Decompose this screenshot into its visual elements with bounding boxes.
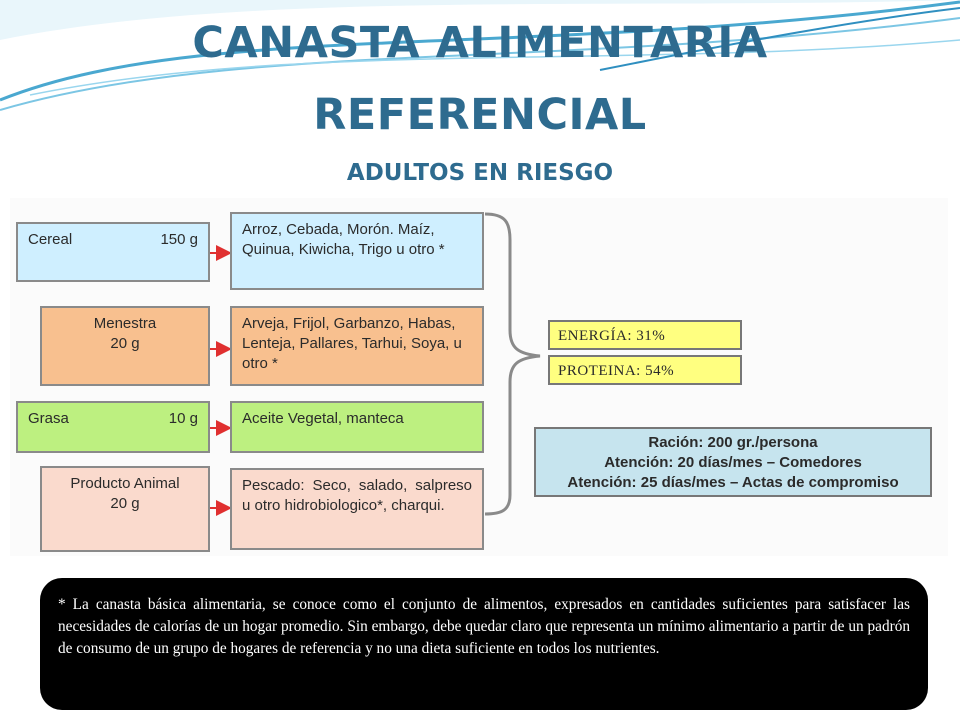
- proteina-label: PROTEINA: 54%: [558, 363, 675, 379]
- foods-text: Arveja, Frijol, Garbanzo, Habas, Lenteja, Pallares, Tarhui, Soya, u otro *: [242, 315, 462, 372]
- group-amount: 20 g: [110, 335, 140, 352]
- ration-line: Ración: 200 gr./persona: [648, 434, 818, 451]
- proteina-box: [548, 355, 742, 385]
- energia-label: ENERGÍA: 31%: [558, 328, 666, 344]
- foods-box-producto-animal: [230, 468, 484, 550]
- footnote-box: [40, 578, 928, 710]
- group-amount: 20 g: [110, 495, 140, 512]
- footnote-text: * La canasta básica alimentaria, se conoce como el conjunto de alimentos, expresados en cantidades suficientes para satisfacer las necesidades de calorías de un hogar promedio. Sin embargo, debe quedar claro que representa un mínimo alimentario a partir de un padrón de consumo de un grupo de hogares de referencia y no una dieta suficiente en todos los nutrientes.: [58, 596, 910, 657]
- foods-text: Arroz, Cebada, Morón. Maíz, Quinua, Kiwicha, Trigo u otro *: [242, 221, 445, 258]
- group-box-producto-animal: [40, 466, 210, 552]
- page-title-line1: CANASTA ALIMENTARIA: [192, 18, 768, 68]
- group-name: Menestra: [93, 315, 157, 332]
- attention-actas-line: Atención: 25 días/mes – Actas de compromiso: [567, 474, 899, 491]
- energia-box: [548, 320, 742, 350]
- page-subtitle: ADULTOS EN RIESGO: [346, 160, 614, 186]
- foods-box-cereal: [230, 212, 484, 290]
- group-box-menestra: [40, 306, 210, 386]
- group-box-grasa: [16, 401, 210, 453]
- group-name: Producto Animal: [70, 475, 180, 492]
- group-amount: 10 g: [168, 410, 198, 427]
- foods-box-menestra: [230, 306, 484, 386]
- group-name: Grasa: [28, 410, 69, 427]
- foods-text: Aceite Vegetal, manteca: [242, 410, 404, 427]
- foods-text: Pescado: Seco, salado, salpreso u otro hidrobiologico*, charqui.: [242, 477, 472, 514]
- group-name: Cereal: [28, 231, 73, 248]
- ration-info-box: [534, 427, 932, 497]
- attention-comedores-line: Atención: 20 días/mes – Comedores: [604, 454, 862, 471]
- page-title-line2: REFERENCIAL: [313, 90, 647, 140]
- foods-box-grasa: [230, 401, 484, 453]
- group-amount: 150 g: [160, 231, 198, 248]
- group-box-cereal: [16, 222, 210, 282]
